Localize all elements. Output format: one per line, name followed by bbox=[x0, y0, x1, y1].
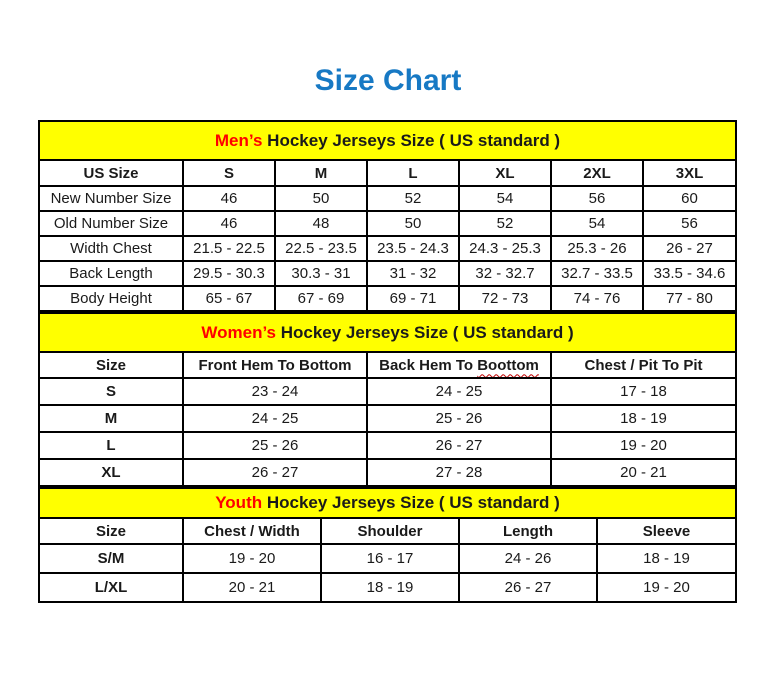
size-cell: 54 bbox=[551, 211, 643, 236]
column-header: Shoulder bbox=[321, 518, 459, 544]
table-row bbox=[39, 459, 736, 486]
size-cell: 74 - 76 bbox=[551, 286, 643, 311]
table-row bbox=[39, 544, 736, 573]
size-cell: 24 - 25 bbox=[183, 405, 367, 432]
size-cell: 27 - 28 bbox=[367, 459, 551, 486]
size-cell: 23 - 24 bbox=[183, 378, 367, 405]
size-cell: 48 bbox=[275, 211, 367, 236]
misspelled-word: Boottom bbox=[477, 356, 539, 374]
column-header: M bbox=[275, 160, 367, 186]
size-cell: 26 - 27 bbox=[183, 459, 367, 486]
table-row bbox=[39, 261, 736, 286]
size-cell: 54 bbox=[459, 186, 551, 211]
size-chart-tables bbox=[38, 120, 735, 603]
row-label: Body Height bbox=[39, 286, 183, 311]
column-header: 2XL bbox=[551, 160, 643, 186]
column-header: Front Hem To Bottom bbox=[183, 352, 367, 378]
size-cell: 26 - 27 bbox=[643, 236, 736, 261]
size-cell: 32.7 - 33.5 bbox=[551, 261, 643, 286]
size-cell: 50 bbox=[367, 211, 459, 236]
size-cell: 20 - 21 bbox=[183, 573, 321, 602]
womens-section-band bbox=[39, 313, 736, 352]
size-cell: 23.5 - 24.3 bbox=[367, 236, 459, 261]
row-label: Old Number Size bbox=[39, 211, 183, 236]
youth-section-band bbox=[39, 488, 736, 518]
size-cell: 19 - 20 bbox=[551, 432, 736, 459]
size-cell: 24 - 26 bbox=[459, 544, 597, 573]
mens-band-cell bbox=[39, 121, 736, 160]
womens-header-row bbox=[39, 352, 736, 378]
mens-section-band bbox=[39, 121, 736, 160]
row-label: Back Length bbox=[39, 261, 183, 286]
row-label: L/XL bbox=[39, 573, 183, 602]
row-label: S/M bbox=[39, 544, 183, 573]
size-cell: 65 - 67 bbox=[183, 286, 275, 311]
mens-band-highlight: Men’s bbox=[214, 130, 263, 150]
size-cell: 22.5 - 23.5 bbox=[275, 236, 367, 261]
size-cell: 18 - 19 bbox=[551, 405, 736, 432]
size-cell: 26 - 27 bbox=[367, 432, 551, 459]
youth-header-row bbox=[39, 518, 736, 544]
size-cell: 17 - 18 bbox=[551, 378, 736, 405]
size-cell: 18 - 19 bbox=[597, 544, 736, 573]
mens-size-table bbox=[38, 120, 737, 312]
column-header: S bbox=[183, 160, 275, 186]
column-header: US Size bbox=[39, 160, 183, 186]
table-row bbox=[39, 286, 736, 311]
size-cell: 50 bbox=[275, 186, 367, 211]
youth-band-rest: Hockey Jerseys Size ( US standard ) bbox=[266, 493, 560, 512]
size-cell: 52 bbox=[459, 211, 551, 236]
table-row bbox=[39, 432, 736, 459]
row-label: Width Chest bbox=[39, 236, 183, 261]
size-cell: 16 - 17 bbox=[321, 544, 459, 573]
youth-band-highlight: Youth bbox=[215, 493, 263, 512]
size-cell: 60 bbox=[643, 186, 736, 211]
row-label: M bbox=[39, 405, 183, 432]
womens-size-table bbox=[38, 312, 737, 487]
size-cell: 56 bbox=[643, 211, 736, 236]
size-cell: 25 - 26 bbox=[367, 405, 551, 432]
youth-band-cell bbox=[39, 488, 736, 518]
size-cell: 31 - 32 bbox=[367, 261, 459, 286]
size-cell: 46 bbox=[183, 211, 275, 236]
size-cell: 33.5 - 34.6 bbox=[643, 261, 736, 286]
size-cell: 20 - 21 bbox=[551, 459, 736, 486]
column-header: Size bbox=[39, 518, 183, 544]
table-row bbox=[39, 211, 736, 236]
table-row bbox=[39, 378, 736, 405]
size-cell: 25 - 26 bbox=[183, 432, 367, 459]
size-cell: 29.5 - 30.3 bbox=[183, 261, 275, 286]
column-header: Chest / Pit To Pit bbox=[551, 352, 736, 378]
size-cell: 69 - 71 bbox=[367, 286, 459, 311]
column-header: XL bbox=[459, 160, 551, 186]
column-header-text: Back Hem To bbox=[379, 356, 474, 374]
size-cell: 67 - 69 bbox=[275, 286, 367, 311]
table-row bbox=[39, 405, 736, 432]
mens-band-rest: Hockey Jerseys Size ( US standard ) bbox=[267, 130, 561, 150]
mens-header-row bbox=[39, 160, 736, 186]
row-label: New Number Size bbox=[39, 186, 183, 211]
size-cell: 25.3 - 26 bbox=[551, 236, 643, 261]
column-header bbox=[367, 352, 551, 378]
column-header: Size bbox=[39, 352, 183, 378]
size-cell: 19 - 20 bbox=[597, 573, 736, 602]
youth-size-table bbox=[38, 487, 737, 603]
size-cell: 32 - 32.7 bbox=[459, 261, 551, 286]
size-cell: 18 - 19 bbox=[321, 573, 459, 602]
size-cell: 26 - 27 bbox=[459, 573, 597, 602]
size-cell: 21.5 - 22.5 bbox=[183, 236, 275, 261]
table-row bbox=[39, 186, 736, 211]
row-label: S bbox=[39, 378, 183, 405]
table-row bbox=[39, 236, 736, 261]
size-cell: 24.3 - 25.3 bbox=[459, 236, 551, 261]
column-header: L bbox=[367, 160, 459, 186]
size-cell: 24 - 25 bbox=[367, 378, 551, 405]
row-label: XL bbox=[39, 459, 183, 486]
size-cell: 46 bbox=[183, 186, 275, 211]
size-cell: 52 bbox=[367, 186, 459, 211]
size-cell: 72 - 73 bbox=[459, 286, 551, 311]
womens-band-cell bbox=[39, 313, 736, 352]
column-header: 3XL bbox=[643, 160, 736, 186]
size-cell: 56 bbox=[551, 186, 643, 211]
column-header: Sleeve bbox=[597, 518, 736, 544]
column-header: Chest / Width bbox=[183, 518, 321, 544]
table-row bbox=[39, 573, 736, 602]
size-cell: 77 - 80 bbox=[643, 286, 736, 311]
size-cell: 30.3 - 31 bbox=[275, 261, 367, 286]
column-header: Length bbox=[459, 518, 597, 544]
row-label: L bbox=[39, 432, 183, 459]
size-cell: 19 - 20 bbox=[183, 544, 321, 573]
page-title: Size Chart bbox=[314, 64, 462, 97]
womens-band-rest: Hockey Jerseys Size ( US standard ) bbox=[280, 322, 574, 342]
womens-band-highlight: Women’s bbox=[201, 322, 276, 342]
